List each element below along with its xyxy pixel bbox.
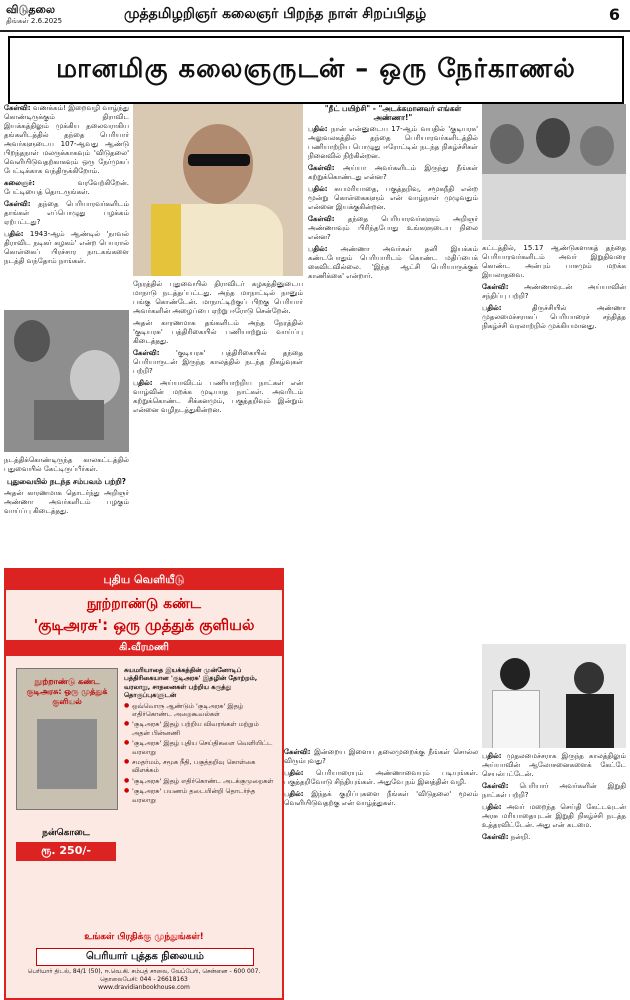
publisher-website: www.dravidianbookhouse.com <box>98 984 190 991</box>
publisher-name: பெரியார் புத்தக நிலையம் <box>36 948 254 966</box>
speaker-label: கேள்வி: <box>4 200 31 208</box>
paragraph-text: தந்தை பெரியாரவர்களும் அறிஞர் அண்ணாவும் பிரிந்தபோது உங்களுடைய நிலை என்ன? <box>308 215 478 241</box>
paragraph <box>482 833 626 842</box>
section-title: முத்தமிழறிஞர் கலைஞர் பிறந்த நாள் சிறப்பிதழ் <box>124 6 427 22</box>
paragraph <box>482 782 626 800</box>
speaker-label: கேள்வி: <box>482 833 509 841</box>
paragraph-text: வரவேற்கிறேன். பேட்டியைத் தொடருங்கள். <box>4 179 129 196</box>
ad-author: கி.வீரமணி <box>6 640 282 656</box>
paragraph-text: அண்ணா அவர்கள் தனி இயக்கம் கண்டபோதும் பெரியாரிடம் கொண்ட மதிப்பைக் கைவிடவில்லை. 'இந்த ஆட்சி பெரியாருக்குக் காணிக்கை' என்றார். <box>308 245 478 280</box>
group-photo <box>482 104 626 240</box>
price-box <box>16 828 116 861</box>
subheading: "நீட் பயிற்சி" - "அடக்கமானவர் எங்கள் அண்ணா!" <box>324 104 462 122</box>
ad-lead: சுயமரியாதை இயக்கத்தின் முன்னோடிப் பத்திரிகையான 'குடிஅரசு' இதழின் தோற்றம், வரலாறு, சாதனைகள் பற்றிய கருத்து தொகுப்புகளுடன் <box>124 666 258 700</box>
paragraph <box>482 752 626 779</box>
speaker-label: பதில்: <box>482 304 502 312</box>
paragraph-text: நன்றி. <box>510 833 531 841</box>
paragraph <box>308 245 478 281</box>
speaker-label: கேள்வி: <box>308 164 335 172</box>
headline-banner <box>8 36 624 104</box>
page-number: 6 <box>608 5 620 24</box>
paragraph-text: முதலமைச்சராக இருந்த காலத்திலும் அய்யாவின் ஆலோசனைகளைக் கேட்டே செயல்பட்டேன். <box>482 752 626 778</box>
paragraph-text: வணக்கம்! இறைவழி வாழ்ந்து கொண்டிருக்கும் திராவிட இயக்கத்திலும் முக்கிய தலைவராகிய தங்களிடத்தில் தந்தை பெரியார் அவர்களுடைய 107-ஆவது ஆண்டு பிறந்தநாள் மலருக்காகவும் 'விடுதலை' வெளியிடுவதற்காகவும் ஒரு நேர்முகப் பேட்டிக்காக வந்திருக்கிறோம். <box>4 104 129 175</box>
paragraph <box>133 319 303 346</box>
speaker-label: பதில்: <box>284 790 304 798</box>
kalaignar-periyar-photo <box>482 644 626 748</box>
book-advertisement <box>4 568 284 1000</box>
article-column-1 <box>4 104 129 308</box>
paragraph-text: அய்யா அவர்களிடம் இருந்து நீங்கள் கற்றுக்கொண்டது என்ன? <box>308 164 478 181</box>
paragraph-text: சுயமரியாதை, பகுத்தறிவு, சமூகநீதி என்ற மூன்று கொள்கைகளும் என் வாழ்நாள் முழுவதும் என்னை இயக்குகின்றன. <box>308 185 478 211</box>
paragraph-text: அண்ணாவுடன் அய்யாவின் சந்திப்பு பற்றி? <box>482 283 626 300</box>
speaker-label: கேள்வி: <box>4 104 31 112</box>
paragraph <box>482 304 626 331</box>
paragraph <box>308 164 478 182</box>
historic-photo <box>4 310 129 452</box>
paragraph-text: பெரியார் அவர்களின் இறுதி நாட்கள் பற்றி? <box>482 782 626 799</box>
paragraph-text: இந்தக் குறிப்புகளை நீங்கள் 'விடுதலை' மூலம் வெளியிடுவதற்கு என் வாழ்த்துகள். <box>284 790 478 807</box>
speaker-label: பதில்: <box>482 803 502 811</box>
paragraph <box>4 104 129 176</box>
article-column-4-bottom <box>482 752 626 996</box>
paragraph-text: திருச்சியில் அண்ணா முதலமைச்சராகப் பெரியாரைச் சந்தித்த நிகழ்ச்சி வரலாற்றில் முக்கியமானது. <box>482 304 626 330</box>
article-column-3-bottom <box>284 748 478 996</box>
paragraph <box>133 349 303 376</box>
article-column-1-bottom <box>4 456 129 564</box>
speaker-label: பதில்: <box>308 125 328 133</box>
paragraph <box>4 230 129 266</box>
paragraph <box>308 125 478 161</box>
ad-bullet: ● 'குடிஅரசு' பயணம் தடையின்றி தொடர்ந்த வரலாறு <box>124 787 276 804</box>
speaker-label: கேள்வி: <box>482 283 509 291</box>
speaker-label: கேள்வி: <box>308 215 335 223</box>
paragraph <box>308 185 478 212</box>
paragraph-text: அவர் மறைந்த செய்தி கேட்டவுடன் அரசு மரியாதையுடன் இறுதி நிகழ்ச்சி நடத்த உத்தரவிட்டேன். அது என் கடமை. <box>482 803 626 829</box>
kalaignar-photo <box>133 104 303 276</box>
ad-bullet: ● சமதர்மம், சமூக நீதி, பகுத்தறிவு கொள்கை விளக்கம் <box>124 758 276 775</box>
headline: மானமிகு கலைஞருடன் – ஒரு நேர்காணல் <box>56 53 576 84</box>
ad-bullet: ● 'குடிஅரசு' இதழ் பற்றிய விவரங்கள் மற்றும் அதன் பின்னணி <box>124 720 276 737</box>
paragraph-text: 'குடியரசு' பத்திரிகையில் தந்தை பெரியாருடன் இருந்த காலத்தில் நடந்த நிகழ்வுகள் பற்றி? <box>133 349 303 375</box>
ad-features <box>124 666 276 806</box>
paragraph-text: 1943-ஆம் ஆண்டில் 'நாவல் திராவிட நடிகர் கழகம்' என்ற பெயரால் கொள்கைப் பிரச்சார நாடகங்களை நடத்தி வந்தோம் நாங்கள். <box>4 230 129 265</box>
page-header <box>0 0 630 32</box>
paragraph-text: நடத்திக்கொண்டிருந்த காலகட்டத்தில் புதுவையில் கேட்டிருப்பீர்கள். <box>4 456 129 473</box>
price-value: ரூ. 250/- <box>16 842 116 861</box>
issue-date: திங்கள் 2.6.2025 <box>6 17 63 25</box>
paragraph-text: நான் என்னுடைய 17-ஆம் வயதில் 'குடியரசு' அலுவலகத்தில் தந்தை பெரியாரவர்களிடத்தில் பணியாற்றிய பொழுது ஈரோட்டில் நடந்த நிகழ்ச்சிகள் நினைவில் நிற்கின்றன. <box>308 125 478 160</box>
masthead: விடுதலை <box>6 3 56 16</box>
paragraph <box>284 748 478 766</box>
publisher-address: பெரியார் திடல், 84/1 (50), ஈ.வெ.கி. சம்பத் சாலை, வேப்பேரி, சென்னை - 600 007. தொலைபேசி: 044 - 26618163 <box>27 968 261 983</box>
ad-bullet: ● 'குடிஅரசு' இதழ் புதிய செய்திகளை வெளியிட்ட வரலாறு <box>124 739 276 756</box>
price-label: நன்கொடை <box>42 828 90 838</box>
paragraph <box>308 215 478 242</box>
paragraph <box>482 803 626 830</box>
speaker-label: பதில்: <box>308 245 328 253</box>
speaker-label: கேள்வி: <box>284 748 311 756</box>
paragraph <box>284 769 478 787</box>
speaker-label: கலைஞர்: <box>4 179 35 187</box>
paragraph-text: இன்றைய இளைய தலைமுறைக்கு நீங்கள் சொல்ல விரும்புவது? <box>284 748 478 765</box>
paragraph <box>133 280 303 316</box>
speaker-label: பதில்: <box>284 769 304 777</box>
article-column-4 <box>482 244 626 640</box>
paragraph <box>284 790 478 808</box>
ad-title-line-1: நூற்றாண்டு கண்ட <box>86 596 202 612</box>
ad-bullet: ● ஒவ்வொரு ஆண்டும் 'குடிஅரசு' இதழ் எதிர்கொண்ட அறைகூவல்கள் <box>124 702 276 719</box>
paragraph-text: நேரத்தில் புதுவையில் திராவிடர் கழகத்தினுடைய மாநாடு நடத்தப்பட்டது. அந்த மாநாட்டில் நானும் பங்கு கொண்டேன். மாநாட்டிற்குப் பிறகு பெரியார் அவர்களின் அழைப்பை ஏற்று ஈரோடு சென்றேன். <box>133 280 303 315</box>
book-cover-title: நூற்றாண்டு கண்ட குடிஅரசு: ஒரு முத்துக் குளியல் <box>26 677 108 706</box>
speaker-label: கேள்வி: <box>133 349 160 357</box>
speaker-label: பதில்: <box>308 185 328 193</box>
speaker-label: பதில்: <box>482 752 502 760</box>
ad-title-line-2: 'குடிஅரசு': ஒரு முத்துக் குளியல் <box>33 616 255 634</box>
paragraph-text: அய்யாவிடம் பணியாற்றிய நாட்கள் என் வாழ்வின் மறக்க முடியாத நாட்கள். அவரிடம் கற்றுக்கொண்ட சிக்கனமும், பகுத்தறிவும் இன்றும் என்னை வழிநடத்துகின்றன. <box>133 379 303 414</box>
ad-header: புதிய வெளியீடு <box>6 570 282 590</box>
subheading: புதுவையில் நடந்த சம்பவம் பற்றி? <box>6 477 127 486</box>
speaker-label: பதில்: <box>133 379 153 387</box>
ad-bullet: ● 'குடிஅரசு' இதழ் எதிர்கொண்ட அடக்குமுறைகள் <box>124 777 276 785</box>
speaker-label: பதில்: <box>4 230 24 238</box>
order-callout: உங்கள் பிரதிக்கு முந்துங்கள்! <box>84 932 204 942</box>
paragraph-text: தந்தை பெரியாரவர்களிடம் தாங்கள் எப்பொழுது பழக்கம் ஏற்பட்டது? <box>4 200 129 226</box>
book-cover <box>16 668 118 810</box>
paragraph <box>133 379 303 415</box>
paragraph-text: பெரியாரையும் அண்ணாவையும் படியுங்கள். பகுத்தறிவோடு சிந்தியுங்கள். அதுவே நம் இனத்தின் வழி. <box>284 769 478 786</box>
book-cover-portrait <box>37 719 97 789</box>
article-column-3 <box>308 104 478 744</box>
paragraph <box>482 244 626 280</box>
paragraph-text: கட்டத்தில், 15.17 ஆண்டுகளாகத் தந்தை பெரியாரவர்களிடம் அவர் இறுதிவரை கொண்ட அன்பும் பாசமும் மறக்க இயலாதவை. <box>482 244 626 279</box>
paragraph <box>4 179 129 197</box>
paragraph-text: அதன் காரணமாக தங்களிடம் அந்த நேரத்தில் 'குடியரசு' பத்திரிகையில் பணியாற்றும் வாய்ப்பு கிடைத்தது. <box>133 319 303 345</box>
paragraph <box>4 200 129 227</box>
paragraph <box>482 283 626 301</box>
speaker-label: கேள்வி: <box>482 782 509 790</box>
article-column-2 <box>133 280 303 564</box>
paragraph-text: அதன் காரணமாக தொடர்ந்து அறிஞர் அண்ணா அவர்களிடம் பழகும் வாய்ப்பு கிடைத்தது. <box>4 489 129 515</box>
